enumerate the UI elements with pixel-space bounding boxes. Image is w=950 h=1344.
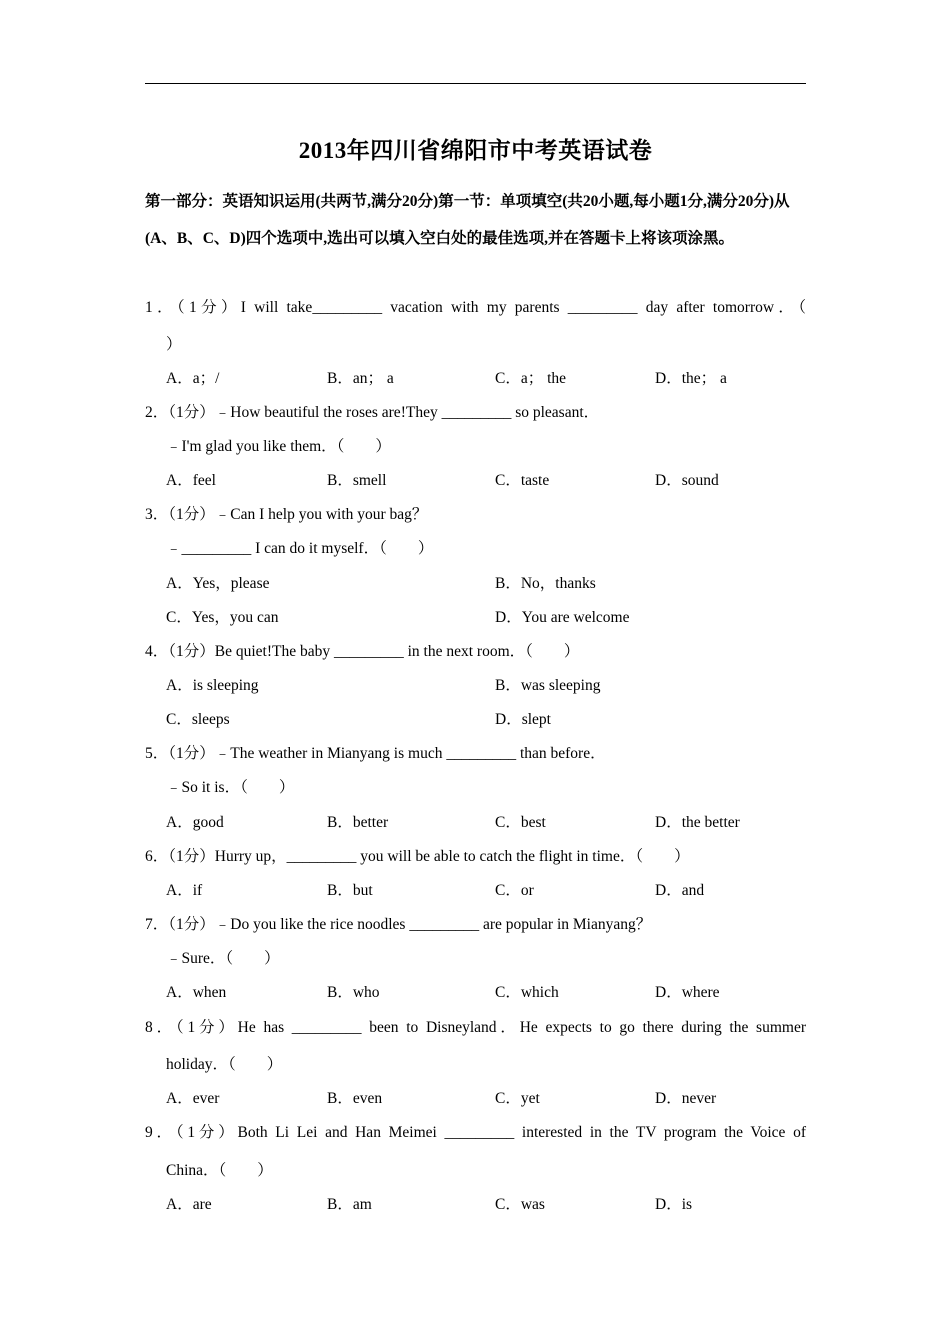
question-7-option-c[interactable]: C．which [495, 984, 559, 1001]
question-1-option-b[interactable]: B．an； a [327, 370, 394, 387]
question-3-option-c[interactable]: C．Yes，you can [166, 609, 279, 626]
question-6-option-a[interactable]: A．if [166, 882, 203, 899]
question-5-option-a[interactable]: A．good [166, 814, 224, 831]
question-1-option-a[interactable]: A．a；/ [166, 370, 220, 387]
question-4-option-c[interactable]: C．sleeps [166, 711, 230, 728]
question-6-stem: 6．（1分）Hurry up，_________ you will be able to catch the flight in time．（ ） [145, 848, 690, 865]
question-5-stem-cont: ﹣So it is．（ ） [166, 779, 295, 796]
question-1-stem: 1．（1分）I will take_________ vacation with my parents _________ day after tomorrow．（ [145, 299, 806, 316]
question-8-stem: 8．（1分）He has _________ been to Disneyland．He expects to go there during the summer [145, 1019, 806, 1036]
question-4-option-d[interactable]: D．slept [495, 711, 551, 728]
question-6-option-b[interactable]: B．but [327, 882, 373, 899]
question-8-stem-cont: holiday．（ ） [166, 1056, 283, 1073]
section-instructions: 第一部分：英语知识运用(共两节,满分20分)第一节：单项填空(共20小题,每小题1分,满分20分)从(A、B、C、D)四个选项中,选出可以填入空白处的最佳选项,并在答题卡上将该项涂黑。 [145, 193, 790, 247]
question-7-stem-cont: ﹣Sure．（ ） [166, 950, 280, 967]
question-9-option-c[interactable]: C．was [495, 1196, 545, 1213]
page-title: 2013年四川省绵阳市中考英语试卷 [298, 138, 653, 163]
question-9-stem-cont: China．（ ） [166, 1162, 273, 1179]
question-8-option-c[interactable]: C．yet [495, 1090, 540, 1107]
question-3-option-b[interactable]: B．No，thanks [495, 575, 596, 592]
question-8-option-b[interactable]: B．even [327, 1090, 383, 1107]
question-3-stem: 3．（1分）﹣Can I help you with your bag？ [145, 506, 428, 523]
question-6-option-d[interactable]: D．and [655, 882, 705, 899]
question-6-option-c[interactable]: C．or [495, 882, 534, 899]
question-4-option-a[interactable]: A．is sleeping [166, 677, 259, 694]
question-5-option-d[interactable]: D．the better [655, 814, 740, 831]
question-2-option-d[interactable]: D．sound [655, 472, 719, 489]
question-7-option-b[interactable]: B．who [327, 984, 380, 1001]
question-5-stem: 5．（1分）﹣The weather in Mianyang is much _________ than before． [145, 745, 606, 762]
question-5-option-b[interactable]: B．better [327, 814, 389, 831]
question-5-option-c[interactable]: C．best [495, 814, 546, 831]
question-2-option-c[interactable]: C．taste [495, 472, 550, 489]
question-7-stem: 7．（1分）﹣Do you like the rice noodles _________ are popular in Mianyang？ [145, 916, 652, 933]
question-4-option-b[interactable]: B．was sleeping [495, 677, 601, 694]
header-rule [145, 83, 806, 84]
question-2-stem-cont: ﹣I'm glad you like them．（ ） [166, 438, 391, 455]
question-7-option-a[interactable]: A．when [166, 984, 227, 1001]
question-1-option-c[interactable]: C．a； the [495, 370, 567, 387]
question-4-stem: 4．（1分）Be quiet!The baby _________ in the next room．（ ） [145, 643, 580, 660]
question-9-stem: 9．（1分）Both Li Lei and Han Meimei _________ interested in the TV program the Voice of [145, 1124, 806, 1141]
question-1-option-d[interactable]: D．the； a [655, 370, 727, 387]
question-9-option-a[interactable]: A．are [166, 1196, 212, 1213]
question-1-stem-cont: ） [166, 336, 182, 353]
question-3-option-d[interactable]: D．You are welcome [495, 609, 630, 626]
question-8-option-a[interactable]: A．ever [166, 1090, 220, 1107]
question-9-option-d[interactable]: D．is [655, 1196, 693, 1213]
question-9-option-b[interactable]: B．am [327, 1196, 372, 1213]
question-8-option-d[interactable]: D．never [655, 1090, 717, 1107]
question-2-option-a[interactable]: A．feel [166, 472, 216, 489]
question-2-stem: 2．（1分）﹣How beautiful the roses are!They _________ so pleasant． [145, 404, 600, 421]
question-2-option-b[interactable]: B．smell [327, 472, 387, 489]
question-3-stem-cont: ﹣_________ I can do it myself．（ ） [166, 540, 434, 557]
question-7-option-d[interactable]: D．where [655, 984, 720, 1001]
question-3-option-a[interactable]: A．Yes，please [166, 575, 270, 592]
